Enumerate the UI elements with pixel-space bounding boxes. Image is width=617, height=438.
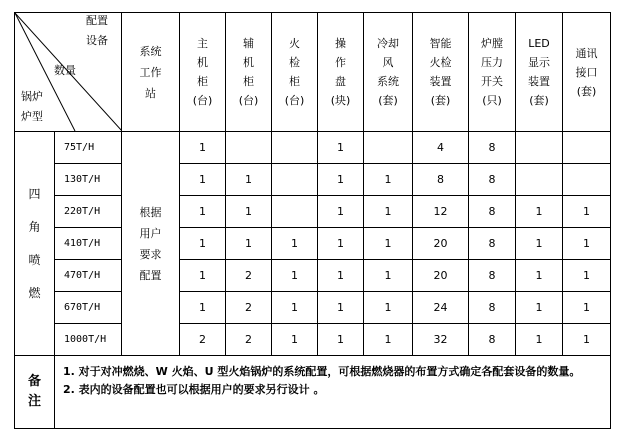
column-header-line: 冷却	[377, 37, 399, 50]
quantity-cell: 1	[318, 228, 364, 260]
note-item: 1. 对于对冲燃烧、W 火焰、U 型火焰锅炉的系统配置，可根据燃烧器的布置方式确定各配套设备的数量。	[63, 365, 581, 378]
header-row	[15, 13, 611, 132]
table-row	[15, 132, 611, 164]
column-header-line: 机	[243, 56, 254, 69]
workstation-config-note	[122, 132, 180, 356]
column-header-line: 系统	[377, 75, 399, 88]
column-header-line: 盘	[335, 75, 346, 88]
quantity-cell	[272, 196, 318, 228]
column-header-line: (只)	[482, 94, 502, 107]
quantity-cell: 8	[469, 196, 516, 228]
quantity-cell: 8	[469, 292, 516, 324]
column-header-line: 主	[197, 37, 208, 50]
boiler-type-cell: 75T/H	[55, 132, 122, 164]
quantity-cell	[563, 164, 611, 196]
column-header-line: 接口	[575, 65, 598, 79]
column-header-line: 装置	[528, 75, 550, 88]
table-row	[15, 260, 611, 292]
quantity-cell: 32	[413, 324, 469, 356]
notes-label-char: 注	[27, 394, 41, 409]
table-row	[15, 196, 611, 228]
table-row	[15, 228, 611, 260]
quantity-cell: 2	[226, 260, 272, 292]
quantity-cell	[364, 132, 413, 164]
column-header-line: 站	[145, 86, 156, 100]
column-header-line: (台)	[192, 94, 213, 107]
notes-body	[55, 356, 611, 429]
quantity-cell: 12	[413, 196, 469, 228]
quantity-cell: 1	[364, 196, 413, 228]
quantity-cell	[226, 132, 272, 164]
table-row	[15, 292, 611, 324]
quantity-cell: 1	[272, 292, 318, 324]
column-header-line: 开关	[481, 75, 503, 88]
column-header-operation-panel	[318, 13, 364, 132]
group-label-char: 喷	[28, 252, 41, 267]
quantity-cell: 2	[226, 324, 272, 356]
quantity-cell: 1	[318, 132, 364, 164]
quantity-cell: 1	[516, 228, 563, 260]
column-header-line: (块)	[330, 94, 351, 107]
quantity-cell: 8	[469, 228, 516, 260]
quantity-cell: 1	[563, 324, 611, 356]
group-label-char: 四	[28, 186, 41, 201]
column-header-line: (套)	[378, 94, 398, 107]
corner-label-equipment: 设备	[86, 34, 108, 47]
quantity-cell: 1	[318, 324, 364, 356]
group-label-char: 燃	[28, 285, 41, 300]
quantity-cell: 1	[364, 324, 413, 356]
workstation-note-line: 根据	[139, 205, 162, 219]
quantity-cell: 8	[413, 164, 469, 196]
column-header-line: 柜	[289, 75, 300, 88]
notes-label-char: 备	[27, 374, 41, 389]
quantity-cell: 1	[516, 260, 563, 292]
boiler-type-cell: 1000T/H	[55, 324, 122, 356]
column-header-led-display	[516, 13, 563, 132]
column-header-line: 火检	[429, 56, 452, 69]
column-header-line: 柜	[197, 75, 208, 88]
group-label-char: 角	[28, 219, 41, 234]
column-header-pressure-switch	[469, 13, 516, 132]
quantity-cell: 1	[226, 196, 272, 228]
boiler-type-cell: 130T/H	[55, 164, 122, 196]
quantity-cell	[516, 164, 563, 196]
boiler-type-cell: 410T/H	[55, 228, 122, 260]
quantity-cell: 8	[469, 260, 516, 292]
quantity-cell: 1	[180, 132, 226, 164]
column-header-line: (套)	[529, 94, 549, 107]
quantity-cell: 1	[364, 164, 413, 196]
quantity-cell: 1	[364, 292, 413, 324]
workstation-note-line: 要求	[139, 247, 162, 261]
column-header-system-workstation	[122, 13, 180, 132]
quantity-cell	[563, 132, 611, 164]
table-row	[15, 324, 611, 356]
column-header-line: 机	[197, 56, 208, 69]
quantity-cell: 8	[469, 324, 516, 356]
quantity-cell: 4	[413, 132, 469, 164]
column-header-line: 检	[289, 56, 300, 69]
column-header-main-cabinet	[180, 13, 226, 132]
column-header-line: 显示	[528, 56, 550, 69]
quantity-cell: 1	[272, 260, 318, 292]
column-header-aux-cabinet	[226, 13, 272, 132]
quantity-cell: 1	[180, 260, 226, 292]
workstation-note-line: 配置	[139, 268, 162, 282]
column-header-line: 通讯	[575, 46, 598, 60]
quantity-cell: 20	[413, 260, 469, 292]
column-header-line: 火	[289, 37, 300, 50]
equipment-config-table	[14, 12, 611, 429]
group-label-four-corner-firing	[15, 132, 55, 356]
column-header-line: 风	[382, 56, 394, 69]
quantity-cell: 1	[516, 292, 563, 324]
diagonal-corner-header	[15, 13, 122, 132]
boiler-type-cell: 470T/H	[55, 260, 122, 292]
quantity-cell: 1	[563, 196, 611, 228]
quantity-cell: 1	[516, 324, 563, 356]
quantity-cell: 1	[364, 228, 413, 260]
quantity-cell: 1	[272, 228, 318, 260]
column-header-line: 系统	[139, 44, 162, 58]
quantity-cell	[272, 132, 318, 164]
column-header-line: 炉膛	[481, 37, 503, 50]
quantity-cell: 1	[318, 292, 364, 324]
column-header-line: 操	[335, 37, 346, 50]
quantity-cell: 1	[180, 164, 226, 196]
column-header-line: 作	[335, 56, 346, 69]
column-header-line: 智能	[429, 37, 452, 50]
boiler-type-cell: 670T/H	[55, 292, 122, 324]
notes-label	[15, 356, 55, 429]
quantity-cell	[516, 132, 563, 164]
corner-label-config: 配置	[86, 14, 108, 27]
quantity-cell: 2	[180, 324, 226, 356]
quantity-cell: 8	[469, 132, 516, 164]
column-header-line: (台)	[284, 94, 305, 107]
column-header-line: (套)	[430, 94, 451, 107]
quantity-cell: 1	[318, 164, 364, 196]
column-header-smart-flame	[413, 13, 469, 132]
column-header-comm-port	[563, 13, 611, 132]
quantity-cell: 2	[226, 292, 272, 324]
column-header-line: 辅	[243, 37, 254, 50]
column-header-line: (台)	[238, 94, 259, 107]
quantity-cell: 1	[318, 196, 364, 228]
column-header-flame-cabinet	[272, 13, 318, 132]
corner-label-boiler: 锅炉	[21, 90, 43, 103]
quantity-cell	[272, 164, 318, 196]
quantity-cell: 1	[516, 196, 563, 228]
workstation-note-line: 用户	[139, 226, 162, 240]
quantity-cell: 1	[563, 292, 611, 324]
quantity-cell: 8	[469, 164, 516, 196]
quantity-cell: 1	[272, 324, 318, 356]
boiler-type-cell: 220T/H	[55, 196, 122, 228]
table-row	[15, 164, 611, 196]
quantity-cell: 1	[180, 292, 226, 324]
quantity-cell: 1	[563, 228, 611, 260]
quantity-cell: 1	[226, 228, 272, 260]
quantity-cell: 24	[413, 292, 469, 324]
column-header-line: 压力	[481, 56, 503, 69]
column-header-line: (套)	[576, 84, 597, 98]
equipment-config-document	[14, 12, 611, 429]
quantity-cell: 1	[318, 260, 364, 292]
notes-row	[15, 356, 611, 429]
quantity-cell: 1	[563, 260, 611, 292]
column-header-line: 装置	[429, 75, 452, 88]
column-header-line: 柜	[243, 75, 254, 88]
column-header-cooling-fan	[364, 13, 413, 132]
column-header-line: LED	[528, 37, 550, 50]
corner-label-quantity: 数量	[54, 64, 76, 77]
quantity-cell: 1	[226, 164, 272, 196]
corner-label-furnace-type: 炉型	[21, 110, 43, 123]
note-item: 2. 表内的设备配置也可以根据用户的要求另行设计 。	[63, 383, 325, 396]
quantity-cell: 20	[413, 228, 469, 260]
column-header-line: 工作	[139, 65, 162, 79]
quantity-cell: 1	[180, 228, 226, 260]
quantity-cell: 1	[364, 260, 413, 292]
quantity-cell: 1	[180, 196, 226, 228]
